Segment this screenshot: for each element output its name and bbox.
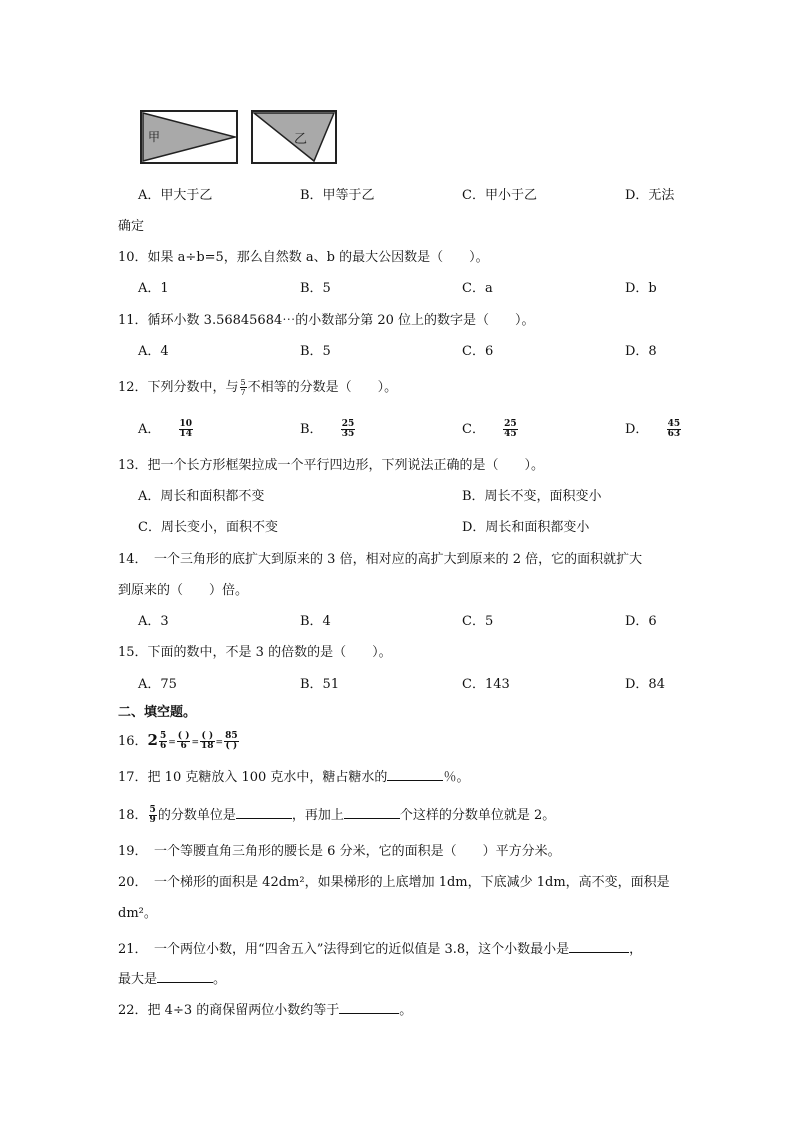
q9-option-d-wrap: 确定	[118, 219, 145, 234]
q15-option-d: D．84	[625, 677, 665, 692]
q16-fraction-4: $\frac{85}{( )}$	[225, 731, 238, 751]
q17: 17．把 10 克糖放入 100 克水中，糖占糖水的 ％。	[118, 770, 470, 785]
q11-option-a: A．4	[138, 344, 169, 359]
q10-stem: 10．如果 a÷b=5，那么自然数 a、b 的最大公因数是（ ）。	[118, 250, 489, 265]
q12-option-b: B． $\frac{25}{35}$	[300, 419, 355, 439]
section-title-fill-in: 二、填空题。	[118, 705, 197, 720]
q18-answer-blank-1[interactable]	[236, 806, 292, 819]
q21-line1: 21． 一个两位小数，用“四舍五入”法得到它的近似值是 3.8，这个小数最小是 ，	[118, 942, 643, 957]
q18-fraction: $\frac{5}{9}$	[149, 805, 156, 825]
q11-option-d: D．8	[625, 344, 657, 359]
q12-stem-fraction: $\frac{5}{7}$	[240, 378, 246, 397]
q13-stem: 13．把一个长方形框架拉成一个平行四边形，下列说法正确的是（ ）。	[118, 458, 545, 473]
q9-option-b: B．甲等于乙	[300, 188, 375, 203]
q13-option-c: C．周长变小，面积不变	[138, 520, 278, 535]
q13-option-b: B．周长不变，面积变小	[462, 489, 602, 504]
q15-option-a: A．75	[138, 677, 177, 692]
q16-fraction-1: $\frac{5}{6}$	[159, 731, 167, 751]
q14-option-c: C．5	[462, 614, 494, 629]
q12-stem	[118, 378, 397, 397]
q18-answer-blank-2[interactable]	[344, 806, 400, 819]
q22-answer-blank[interactable]	[339, 1001, 399, 1014]
q19-stem: 19． 一个等腰直角三角形的腰长是 6 分米，它的面积是（ ）平方分米。	[118, 844, 561, 859]
label-jia: 甲	[148, 130, 161, 144]
q15-option-b: B．51	[300, 677, 340, 692]
q13-option-d: D．周长和面积都变小	[462, 520, 590, 535]
q12-stem-pre: 12．下列分数中，与	[118, 380, 239, 395]
q9-option-d: D．无法	[625, 188, 675, 203]
q18: 18． $\frac{5}{9}$ 的分数单位是 ，再加上 个这样的分数单位就是 2。	[118, 805, 556, 825]
q12-option-a: A． $\frac{10}{14}$	[138, 419, 193, 439]
q14-stem-line1: 14． 一个三角形的底扩大到原来的 3 倍，相对应的高扩大到原来的 2 倍，它的面积就扩大	[118, 552, 643, 567]
q20-stem-line2: dm²。	[118, 906, 157, 921]
triangle-figure	[138, 108, 338, 166]
q11-option-c: C．6	[462, 344, 494, 359]
q10-option-b: B．5	[300, 281, 331, 296]
q11-stem: 11．循环小数 3.56845684⋯的小数部分第 20 位上的数字是（ ）。	[118, 313, 535, 328]
q12-option-b-fraction: $\frac{25}{35}$	[341, 419, 355, 439]
q12-option-c-fraction: $\frac{25}{45}$	[504, 419, 517, 439]
q9-option-c: C．甲小于乙	[462, 188, 537, 203]
q16-fraction-3: $\frac{( )}{18}$	[201, 731, 214, 751]
q21-answer-blank-min[interactable]	[569, 940, 629, 953]
q10-option-c: C．a	[462, 281, 493, 296]
q12-option-d: D． $\frac{45}{63}$	[625, 419, 681, 439]
q16: 16．2 $\frac{5}{6}$ = $\frac{( )}{6}$ = $\frac{( )}{18}$ = $\frac{85}{( )}$	[118, 731, 238, 751]
q17-answer-blank[interactable]	[387, 768, 443, 781]
q14-option-d: D．6	[625, 614, 657, 629]
q20-stem-line1: 20． 一个梯形的面积是 42dm²，如果梯形的上底增加 1dm，下底减少 1dm，高不变，面积是	[118, 875, 670, 890]
q9-option-a: A．甲大于乙	[138, 188, 213, 203]
q10-option-a: A．1	[138, 281, 169, 296]
q12-stem-post: 不相等的分数是（ ）。	[247, 380, 398, 395]
q22: 22．把 4÷3 的商保留两位小数约等于 。	[118, 1003, 413, 1018]
figure-jia-yi	[138, 108, 338, 166]
q15-stem: 15．下面的数中，不是 3 的倍数的是（ ）。	[118, 645, 392, 660]
q14-option-a: A．3	[138, 614, 169, 629]
q11-option-b: B．5	[300, 344, 331, 359]
q12-option-c: C． $\frac{25}{45}$	[462, 419, 517, 439]
q14-stem-line2: 到原来的（ ）倍。	[118, 583, 249, 598]
q15-option-c: C．143	[462, 677, 510, 692]
q21-line2: 最大是 。	[118, 972, 227, 987]
q13-option-a: A．周长和面积都不变	[138, 489, 265, 504]
q12-option-a-fraction: $\frac{10}{14}$	[179, 419, 193, 439]
q10-option-d: D．b	[625, 281, 657, 296]
q14-option-b: B．4	[300, 614, 331, 629]
q12-option-d-fraction: $\frac{45}{63}$	[667, 419, 681, 439]
label-yi: 乙	[294, 132, 308, 147]
q16-fraction-2: $\frac{( )}{6}$	[177, 731, 190, 751]
q21-answer-blank-max[interactable]	[157, 970, 213, 983]
